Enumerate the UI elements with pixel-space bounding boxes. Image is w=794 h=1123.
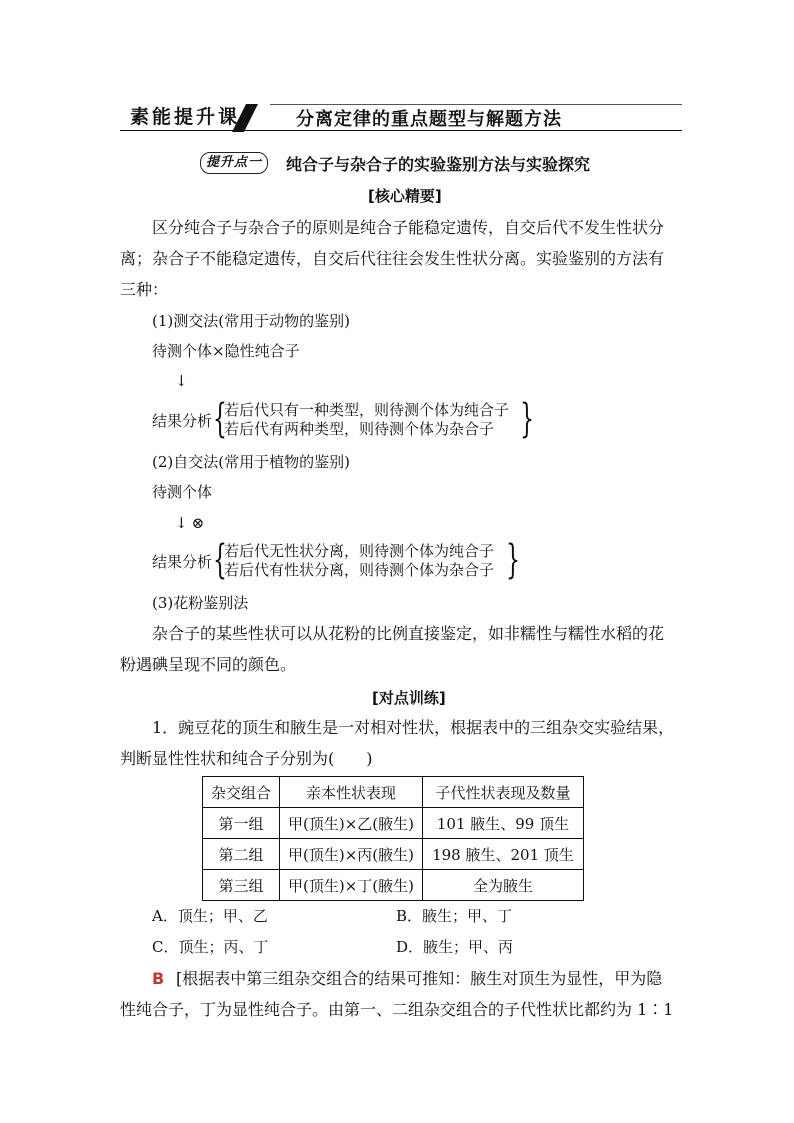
question-line: 判断显性性状和纯合子分别为( ) bbox=[120, 749, 373, 768]
table-header-cell: 子代性状表现及数量 bbox=[423, 777, 584, 808]
left-brace: { bbox=[213, 396, 227, 442]
method3-line: 杂合子的某些性状可以从花粉的比例直接鉴定，如非糯性与糯性水稻的花 bbox=[152, 624, 665, 643]
method1-result: 若后代只有一种类型，则待测个体为纯合子 bbox=[224, 401, 510, 419]
table-cell: 第三组 bbox=[203, 870, 280, 901]
down-arrow: ↓ bbox=[175, 514, 188, 532]
table-cell: 甲(顶生)×乙(腋生) bbox=[280, 808, 423, 839]
header-rule bbox=[120, 130, 682, 131]
table-cell: 198 腋生、201 顶生 bbox=[423, 839, 584, 870]
right-brace: } bbox=[520, 396, 534, 442]
intro-line: 三种： bbox=[120, 280, 169, 299]
answer-letter: B bbox=[152, 969, 165, 988]
method2-cross: 待测个体 bbox=[152, 483, 213, 501]
option-b: B．腋生；甲、丁 bbox=[396, 907, 513, 925]
intro-line: 离；杂合子不能稳定遗传，自交后代往往会发生性状分离。实验鉴别的方法有 bbox=[120, 249, 665, 268]
method2-result-label: 结果分析 bbox=[152, 553, 213, 571]
cross-results-table bbox=[202, 776, 584, 901]
practice-heading: [对点训练] bbox=[372, 689, 446, 707]
table-row bbox=[203, 870, 584, 901]
section-title: 纯合子与杂合子的实验鉴别方法与实验探究 bbox=[286, 155, 591, 174]
core-essentials-heading: [核心精要] bbox=[368, 187, 442, 205]
method2-result: 若后代无性状分离，则待测个体为纯合子 bbox=[224, 542, 495, 560]
method1-result: 若后代有两种类型，则待测个体为杂合子 bbox=[224, 420, 495, 438]
method1-title: (1)测交法(常用于动物的鉴别) bbox=[152, 312, 350, 330]
method2-title: (2)自交法(常用于植物的鉴别) bbox=[152, 453, 350, 471]
table-cell: 全为腋生 bbox=[423, 870, 584, 901]
table-cell: 第二组 bbox=[203, 839, 280, 870]
option-c: C．顶生；丙、丁 bbox=[152, 938, 269, 956]
table-header-row bbox=[203, 777, 584, 808]
option-d: D．腋生；甲、丙 bbox=[396, 938, 514, 956]
banner-slash-decoration bbox=[232, 104, 258, 132]
table-cell: 第一组 bbox=[203, 808, 280, 839]
method1-cross: 待测个体×隐性纯合子 bbox=[152, 342, 300, 360]
answer-explanation-line: 性纯合子，丁为显性纯合子。由第一、二组杂交组合的子代性状比都约为 1∶1 bbox=[120, 1000, 674, 1019]
question-line: 1．豌豆花的顶生和腋生是一对相对性状，根据表中的三组杂交实验结果， bbox=[152, 718, 675, 737]
section-badge: 提升点一 bbox=[200, 152, 268, 174]
answer-explanation-line: [根据表中第三组杂交组合的结果可推知：腋生对顶生为显性，甲为隐 bbox=[176, 969, 663, 988]
left-brace: { bbox=[213, 537, 227, 583]
option-a: A．顶生；甲、乙 bbox=[152, 907, 268, 925]
table-cell: 101 腋生、99 顶生 bbox=[423, 808, 584, 839]
right-brace: } bbox=[506, 537, 520, 583]
table-row bbox=[203, 839, 584, 870]
method1-arrow: ↓ bbox=[175, 372, 188, 390]
page-title: 分离定律的重点题型与解题方法 bbox=[296, 109, 562, 130]
intro-line: 区分纯合子与杂合子的原则是纯合子能稳定遗传，自交后代不发生性状分 bbox=[152, 218, 665, 237]
method3-title: (3)花粉鉴别法 bbox=[152, 594, 249, 612]
table-header-cell: 亲本性状表现 bbox=[280, 777, 423, 808]
table-cell: 甲(顶生)×丁(腋生) bbox=[280, 870, 423, 901]
table-cell: 甲(顶生)×丙(腋生) bbox=[280, 839, 423, 870]
lesson-type-banner: 素能提升课 bbox=[120, 103, 270, 131]
method2-result: 若后代有性状分离，则待测个体为杂合子 bbox=[224, 561, 495, 579]
table-row bbox=[203, 808, 584, 839]
table-header-cell: 杂交组合 bbox=[203, 777, 280, 808]
method1-result-label: 结果分析 bbox=[152, 412, 213, 430]
method3-line: 粉遇碘呈现不同的颜色。 bbox=[120, 655, 297, 674]
selfing-symbol: ⊗ bbox=[191, 514, 205, 532]
method2-arrow bbox=[175, 513, 204, 533]
